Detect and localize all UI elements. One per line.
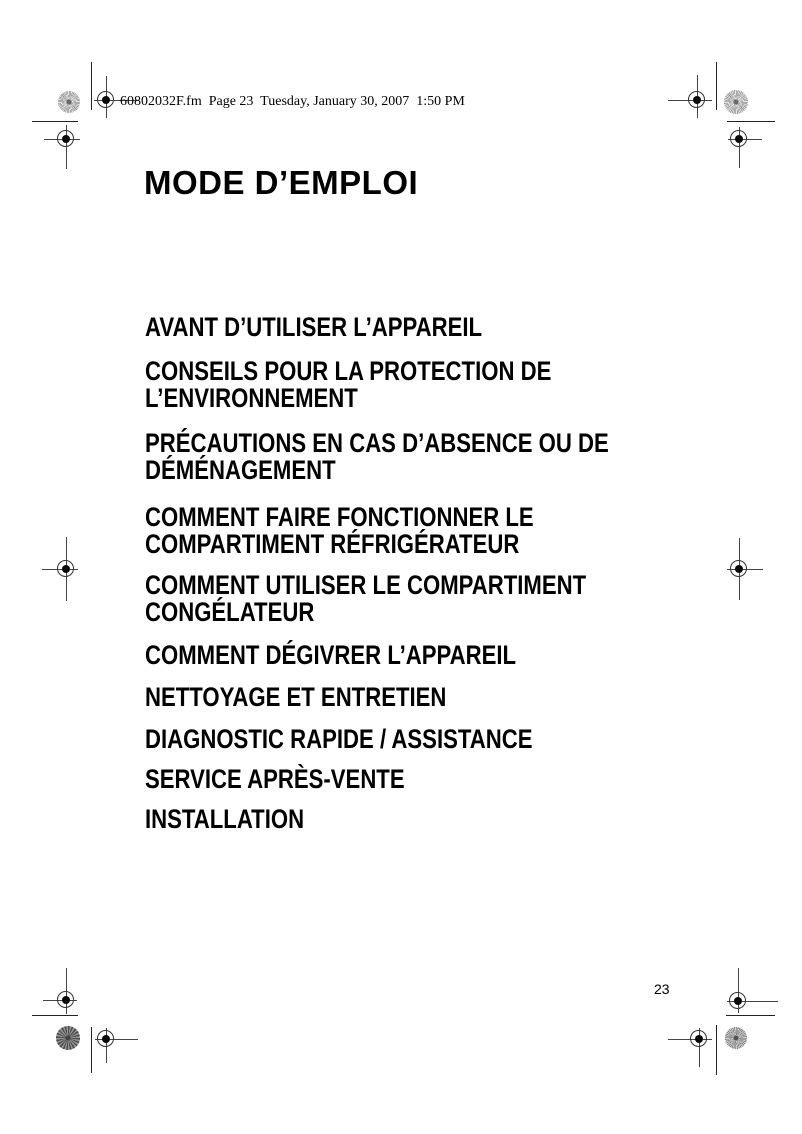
toc-item-precautions-absence xyxy=(145,430,609,484)
halftone-dot-icon xyxy=(724,90,748,114)
halftone-dot-icon xyxy=(725,1027,747,1049)
registration-mark-icon xyxy=(46,549,86,589)
toc-item-line: L’ENVIRONNEMENT xyxy=(145,383,358,413)
toc-item-avant-utiliser xyxy=(145,314,482,341)
toc-item-line: DIAGNOSTIC RAPIDE / ASSISTANCE xyxy=(145,724,533,754)
crop-line xyxy=(32,1015,78,1016)
toc-item-nettoyage xyxy=(145,684,446,711)
toc-item-line: CONSEILS POUR LA PROTECTION DE xyxy=(145,356,552,386)
registration-mark-icon xyxy=(46,119,86,159)
toc-item-fonctionner-refrigerateur xyxy=(145,504,534,558)
page-title: MODE D’EMPLOI xyxy=(144,164,419,201)
page-number: 23 xyxy=(654,981,670,997)
toc-item-line: COMPARTIMENT RÉFRIGÉRATEUR xyxy=(145,529,520,559)
toc-item-line: COMMENT UTILISER LE COMPARTIMENT xyxy=(145,570,587,600)
toc-item-line: AVANT D’UTILISER L’APPAREIL xyxy=(145,312,483,342)
crop-line xyxy=(726,1015,775,1016)
registration-mark-icon xyxy=(719,549,759,589)
print-header: 60802032F.fm Page 23 Tuesday, January 30, 2007 1:50 PM xyxy=(120,94,465,109)
toc-item-line: NETTOYAGE ET ENTRETIEN xyxy=(145,682,447,712)
registration-mark-icon xyxy=(677,80,717,120)
toc-item-utiliser-congelateur xyxy=(145,572,586,626)
toc-item-line: INSTALLATION xyxy=(145,804,305,834)
toc-item-line: SERVICE APRÈS-VENTE xyxy=(145,764,405,794)
registration-mark-icon xyxy=(679,1019,719,1059)
toc-item-line: COMMENT FAIRE FONCTIONNER LE xyxy=(145,502,534,532)
toc-item-installation xyxy=(145,806,304,833)
registration-mark-icon xyxy=(46,980,86,1020)
toc-item-line: CONGÉLATEUR xyxy=(145,597,315,627)
toc-item-diagnostic xyxy=(145,726,532,753)
toc-item-conseils-protection xyxy=(145,358,551,412)
crop-line xyxy=(716,62,717,110)
toc-item-line: COMMENT DÉGIVRER L’APPAREIL xyxy=(145,640,517,670)
registration-mark-icon xyxy=(719,119,759,159)
toc-item-degivrer xyxy=(145,642,516,669)
registration-mark-icon xyxy=(86,1019,126,1059)
toc-item-line: DÉMÉNAGEMENT xyxy=(145,455,336,485)
toc-item-line: PRÉCAUTIONS EN CAS D’ABSENCE OU DE xyxy=(145,428,609,458)
halftone-dot-icon xyxy=(58,91,80,113)
halftone-dot-icon xyxy=(56,1026,80,1050)
toc-item-service-apres-vente xyxy=(145,766,405,793)
